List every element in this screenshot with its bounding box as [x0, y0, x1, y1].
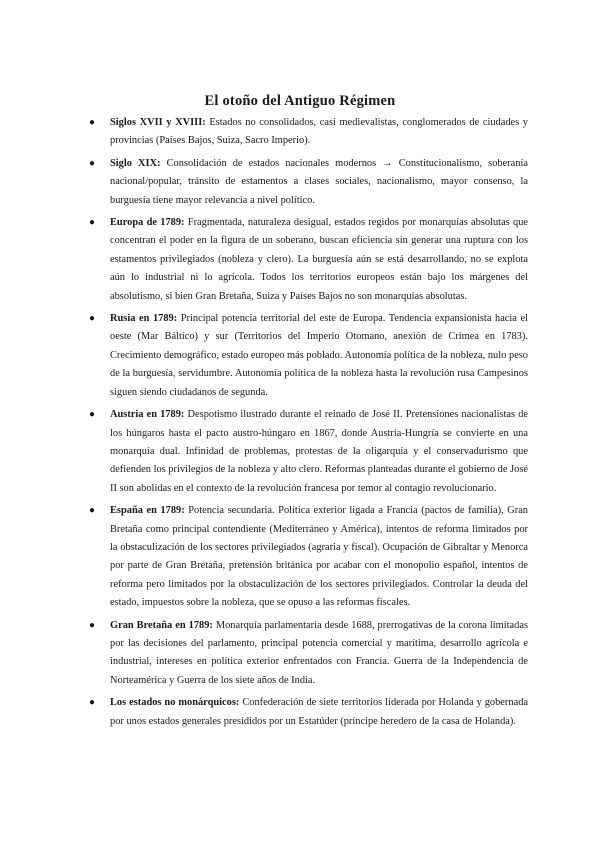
- bullet-icon: ●: [89, 409, 96, 421]
- item-heading: Los estados no monárquicos:: [110, 697, 240, 709]
- list-item: [89, 617, 528, 691]
- list-item: [89, 310, 528, 402]
- page-title: El otoño del Antiguo Régimen: [204, 93, 396, 109]
- bullet-icon: ●: [89, 313, 96, 325]
- item-heading: España en 1789:: [110, 505, 185, 517]
- bullet-icon: ●: [89, 217, 96, 229]
- item-heading: Austria en 1789:: [110, 409, 185, 421]
- list-item: [89, 214, 528, 306]
- item-text: Principal potencia territorial del este de Europa. Tendencia expansionista hacia el oeste (Mar Báltico) y sur (Territorios del Imperio Otomano, anexión de Crimea en 1783). Crecimiento demográfico, estado europeo más poblado. Autonomía política de la nobleza, nulo peso de la burguesía, servidumbre. Autonomía política de la nobleza hasta la revolución rusa Campesinos siguen siendo ciudadanos de segunda.: [110, 313, 528, 398]
- item-text: Confederación de siete territorios liderada por Holanda y gobernada por unos estados generales presididos por un Estatúder (príncipe heredero de la casa de Holanda).: [110, 697, 528, 727]
- item-text: Consolidación de estados nacionales modernos → Constitucionalismo, soberanía nacional/popular, tránsito de estamentos a clases sociales, nacionalismo, mayor consenso, la burguesía tiene mayor relevancia a nivel político.: [110, 157, 528, 206]
- item-heading: Siglo XIX:: [110, 157, 161, 169]
- list-item: [89, 406, 529, 498]
- bullet-icon: ●: [89, 157, 96, 169]
- list-item: [89, 694, 528, 731]
- bullet-icon: ●: [89, 619, 96, 631]
- item-text: Potencia secundaria. Política exterior ligada a Francia (pactos de familia), Gran Bretaña como principal contendiente (Mediterráneo y América), intentos de reforma limitados por la obstaculización de los sectores privilegiados (agraria y fiscal). Ocupación de Gibraltar y Menorca por parte de Gran Bretaña, pretensión británica por acabar con el monopolio español, intentos de reforma pero limitados por la obstaculización de los sectores privilegiados. Controlar la deuda del estado, impuestos sobre la nobleza, que se opuso a las reformas fiscales.: [110, 505, 528, 609]
- item-heading: Europa de 1789:: [110, 217, 185, 229]
- item-text: Estados no consolidados, casi medievalistas, conglomerados de ciudades y provincias (Países Bajos, Suiza, Sacro Imperio).: [110, 117, 528, 147]
- item-text: Fragmentada, naturaleza desigual, estados regidos por monarquías absolutas que concentran el poder en la figura de un soberano, buscan eficiencia sin generar una ruptura con los estamentos privilegiados (nobleza y clero). La burguesía aún se está desarrollando, no se explota aún lo industrial ni lo agrícola. Todos los territorios europeos están bajo los márgenes del absolutismo, si bien Gran Bretaña, Suiza y Países Bajos no son monarquías absolutas.: [110, 217, 528, 302]
- bullet-icon: ●: [89, 505, 96, 517]
- list-item: [89, 155, 528, 210]
- list-item: [89, 502, 528, 612]
- item-heading: Gran Bretaña en 1789:: [110, 619, 213, 631]
- list-item: [89, 114, 528, 151]
- item-text: Monarquía parlamentaria desde 1688, prerrogativas de la corona limitadas por las decisiones del parlamento, principal potencia comercial y marítima, desarrollo agrícola e industrial, intereses en política exterior enfrentados con Francia. Guerra de la Independencia de Norteamérica y Guerra de los siete años de India.: [110, 619, 528, 686]
- item-heading: Rusia en 1789:: [110, 313, 178, 325]
- bullet-icon: ●: [89, 697, 96, 709]
- item-text: Despotismo ilustrado durante el reinado de José II. Pretensiones nacionalistas de los húngaros hasta el pacto austro-húngaro en 1867, donde Austria-Hungría se convierte en una monarquía dual. Infinidad de problemas, protestas de la oligarquía y el conservadurismo que defienden los privilegios de la nobleza y alto clero. Reformas planteadas durante el gobierno de José II son abolidas en el contexto de la revolución francesa por temor al contagio revolucionario.: [110, 409, 529, 494]
- bullet-icon: ●: [89, 117, 96, 128]
- bullet-list: [89, 114, 529, 735]
- item-heading: Siglos XVII y XVIII:: [110, 117, 206, 128]
